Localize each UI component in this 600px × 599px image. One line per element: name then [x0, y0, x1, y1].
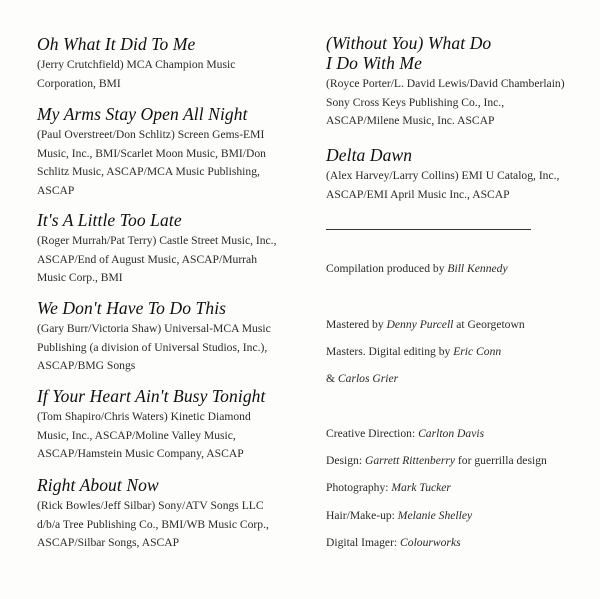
song-we-dont-have-to-do-this	[37, 298, 307, 376]
song-title: It's A Little Too Late	[37, 210, 182, 230]
song-credit: (Alex Harvey/Larry Collins) EMI U Catalog, Inc., ASCAP/EMI April Music Inc., ASCAP	[326, 169, 560, 201]
song-credit: (Royce Porter/L. David Lewis/David Chamberlain) Sony Cross Keys Publishing Co., Inc., ASCAP/Milene Music, Inc. ASCAP	[326, 77, 565, 127]
song-title: My Arms Stay Open All Night	[37, 104, 248, 124]
digital-imager-credit: Digital Imager: Colourworks	[326, 536, 461, 549]
song-credit: (Gary Burr/Victoria Shaw) Universal-MCA Music Publishing (a division of Universal Studios, Inc.), ASCAP/BMG Songs	[37, 322, 271, 372]
song-title: Oh What It Did To Me	[37, 34, 196, 54]
song-title: Delta Dawn	[326, 145, 413, 165]
hair-makeup-credit: Hair/Make-up: Melanie Shelley	[326, 509, 473, 522]
song-without-you-what-do-i-do-with-me	[326, 33, 596, 131]
mastering-credit-line2: Masters. Digital editing by Eric Conn	[326, 345, 502, 358]
creative-direction-credit: Creative Direction: Carlton Davis	[326, 427, 485, 440]
divider-rule	[326, 229, 531, 230]
song-credit: (Rick Bowles/Jeff Silbar) Sony/ATV Songs LLC d/b/a Tree Publishing Co., BMI/WB Music Corp., ASCAP/Silbar Songs, ASCAP	[37, 499, 269, 549]
mastering-credit-line3: & Carlos Grier	[326, 372, 399, 385]
song-my-arms-stay-open-all-night	[37, 104, 307, 200]
song-credit: (Jerry Crutchfield) MCA Champion Music Corporation, BMI	[37, 58, 236, 90]
song-delta-dawn	[326, 145, 596, 204]
song-oh-what-it-did-to-me	[37, 34, 307, 93]
song-if-your-heart-aint-busy-tonight	[37, 386, 307, 464]
photography-credit: Photography: Mark Tucker	[326, 481, 451, 494]
design-credit: Design: Garrett Rittenberry for guerrilla design	[326, 454, 547, 467]
song-credit: (Roger Murrah/Pat Terry) Castle Street Music, Inc., ASCAP/End of August Music, ASCAP/Murrah Music Corp., BMI	[37, 234, 277, 284]
song-title: Right About Now	[37, 475, 159, 495]
compilation-credit: Compilation produced by Bill Kennedy	[326, 262, 508, 275]
song-its-a-little-too-late	[37, 210, 307, 288]
mastering-credit: Mastered by Denny Purcell at Georgetown	[326, 318, 525, 331]
song-title: (Without You) What Do I Do With Me	[326, 33, 492, 73]
song-title: We Don't Have To Do This	[37, 298, 227, 318]
song-credit: (Paul Overstreet/Don Schlitz) Screen Gems-EMI Music, Inc., BMI/Scarlet Moon Music, BMI/Don Schlitz Music, ASCAP/MCA Music Publishing, ASCAP	[37, 128, 266, 197]
song-right-about-now	[37, 475, 307, 553]
song-title: If Your Heart Ain't Busy Tonight	[37, 386, 266, 406]
song-credit: (Tom Shapiro/Chris Waters) Kinetic Diamond Music, Inc., ASCAP/Moline Valley Music, ASCAP/Hamstein Music Company, ASCAP	[37, 410, 251, 460]
